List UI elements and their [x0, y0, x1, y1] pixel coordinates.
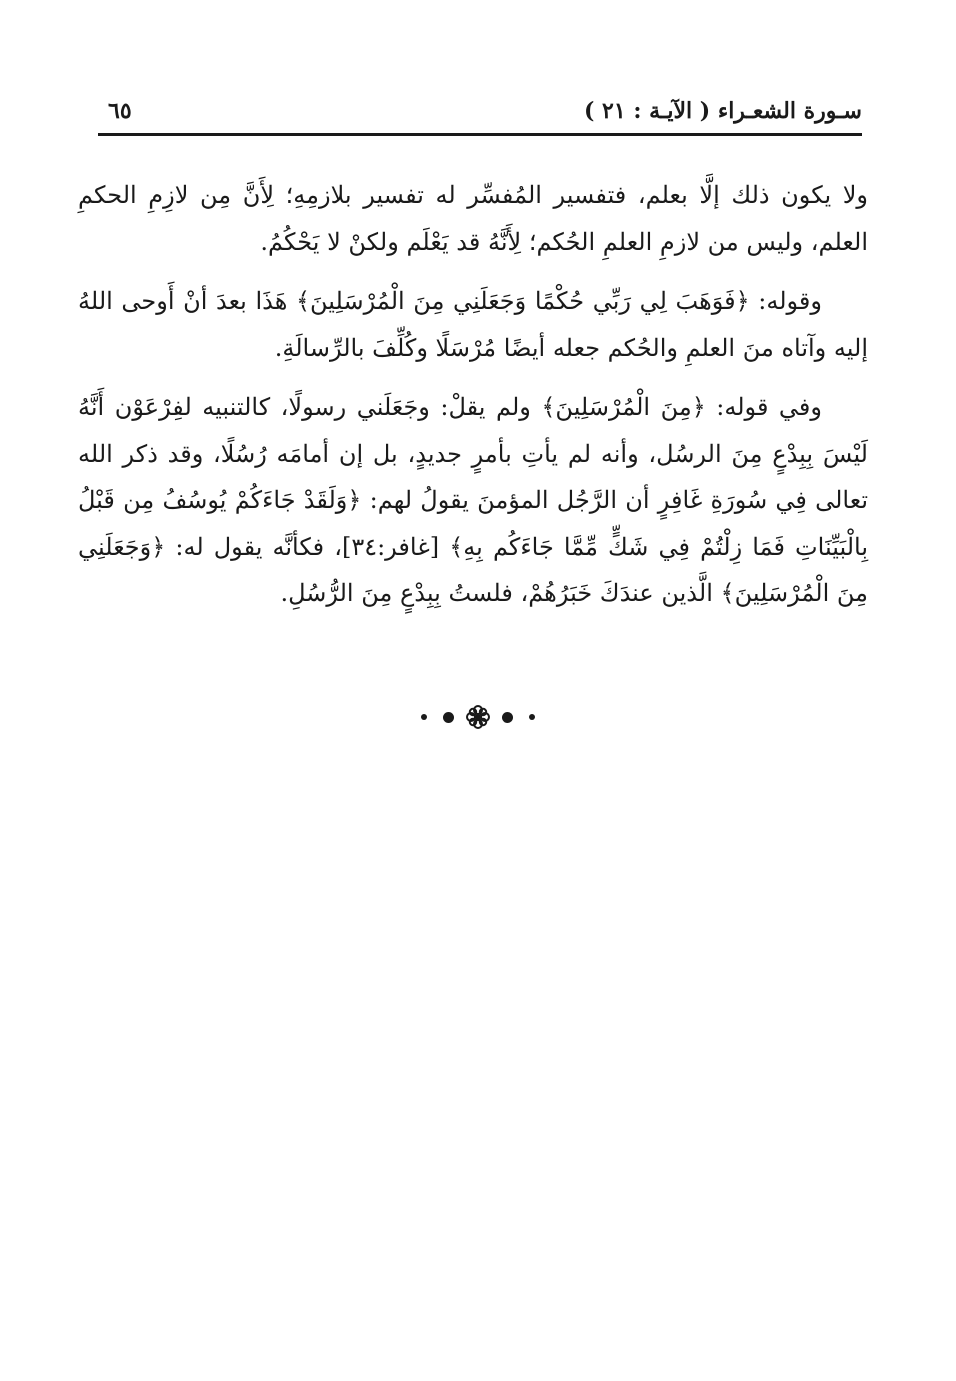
paragraph-2: وقوله: ﴿فَوَهَبَ لِي رَبِّي حُكْمًا وَجَعَلَنِي مِنَ الْمُرْسَلِينَ﴾ هَذَا بعدَ أنْ أَوحى اللهُ إليه وآتاه منَ العلمِ والحُكم جعله أيضًا مُرْسَلًا وكُلِّفَ بالرِّسالَةِ. — [78, 287, 868, 362]
divider-dot-icon — [443, 712, 454, 723]
page-header — [98, 96, 862, 136]
floral-divider — [0, 704, 956, 730]
paragraph-1: ولا يكون ذلك إلَّا بعلم، فتفسير المُفسِّر له تفسير بلازمِهِ؛ لِأَنَّ مِن لازِمِ الحكمِ العلم، وليس من لازمِ العلمِ الحُكم؛ لِأَنَّهُ قد يَعْلَم ولكنْ لا يَحْكُمُ. — [78, 181, 868, 256]
divider-dot-icon — [421, 714, 427, 720]
body-text — [78, 172, 868, 630]
divider-dot-icon — [529, 714, 535, 720]
running-title: سـورة الشعـراء ( الآيـة : ٢١ ) — [583, 98, 862, 124]
divider-dot-icon — [502, 712, 513, 723]
page-number: ٦٥ — [108, 98, 132, 124]
floral-divider-icon — [465, 704, 491, 730]
header-rule — [98, 133, 862, 136]
paragraph-3: وفي قوله: ﴿مِنَ الْمُرْسَلِينَ﴾ ولم يقلْ: وجَعَلَني رسولًا، كالتنبيه لفِرْعَوْن أَنَّهُ لَيْسَ بِبِدْعٍ مِنَ الرسُل، وأنه لم يأتِ بأمرٍ جديدٍ، بل إن أمامَه رُسُلًا، وقد ذكر الله تعالى فِي سُورَةِ غَافِرٍ أن الرَّجُل المؤمنَ يقولُ لهم: ﴿وَلَقَدْ جَاءَكُمْ يُوسُفُ مِن قَبْلُ بِالْبَيِّنَاتِ فَمَا زِلْتُمْ فِي شَكٍّ مِّمَّا جَاءَكُم بِهِ﴾ [غافر:٣٤]، فكأنَّه يقول له: ﴿وَجَعَلَنِي مِنَ الْمُرْسَلِينَ﴾ الَّذين عندَكَ خَبَرُهُمْ، فلستُ بِبِدْعٍ مِنَ الرُّسُلِ. — [78, 393, 868, 607]
